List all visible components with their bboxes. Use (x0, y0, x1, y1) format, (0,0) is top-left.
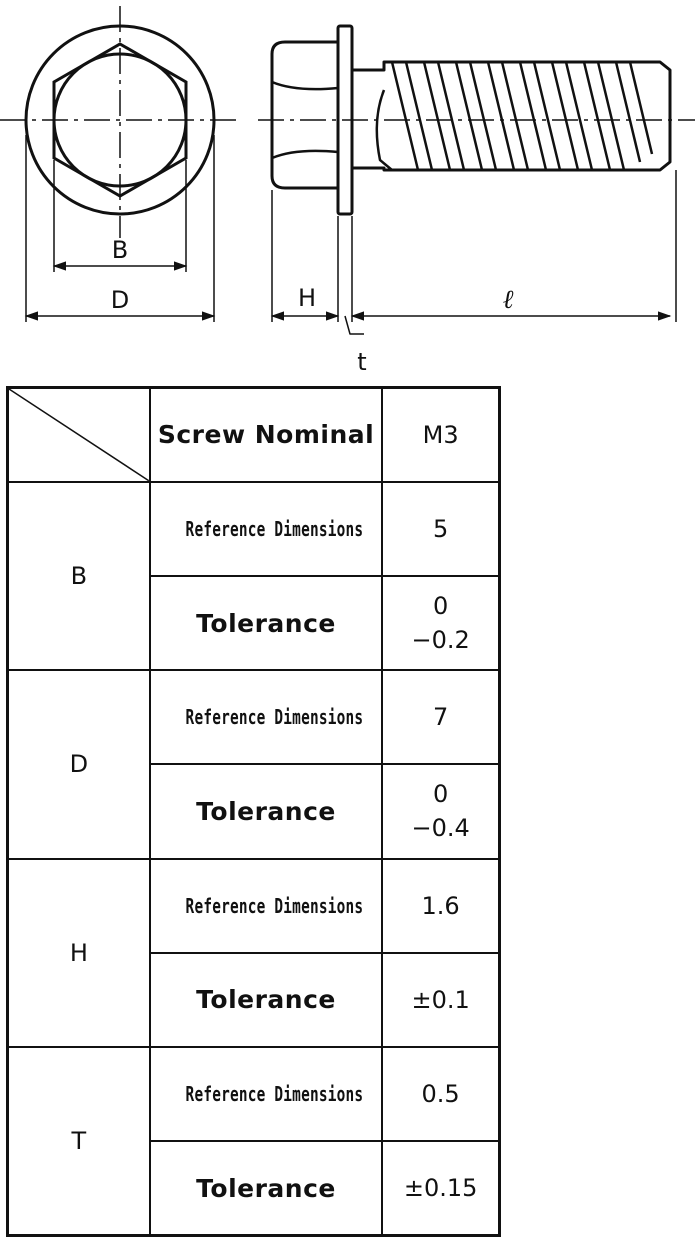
screw-drawing (0, 0, 695, 380)
screw-nominal-label: Screw Nominal (150, 388, 382, 482)
leader-t (345, 316, 364, 334)
dim-label-l: ℓ (502, 285, 514, 315)
ref-dim-label: Reference Dimensions (150, 1047, 382, 1141)
ref-dim-value-T: 0.5 (382, 1047, 499, 1141)
ref-dim-value-D: 7 (382, 670, 499, 764)
ref-dim-label: Reference Dimensions (150, 670, 382, 764)
tolerance-value-T: ±0.15 (382, 1141, 499, 1235)
tolerance-value-D: 0 −0.4 (382, 764, 499, 858)
dim-label-B: B (111, 236, 129, 264)
ref-dim-value-H: 1.6 (382, 859, 499, 953)
tolerance-label: Tolerance (150, 953, 382, 1047)
dimensions-table (6, 386, 501, 1237)
ref-dim-value-B: 5 (382, 482, 499, 576)
tolerance-label: Tolerance (150, 576, 382, 670)
tolerance-label: Tolerance (150, 764, 382, 858)
front-view (0, 6, 236, 322)
table-row (8, 859, 500, 953)
dim-label-t: t (357, 348, 367, 376)
param-D: D (8, 670, 150, 858)
param-B: B (8, 482, 150, 670)
table-header-row (8, 388, 500, 482)
ref-dim-label: Reference Dimensions (150, 859, 382, 953)
hex-head-side (272, 42, 338, 188)
tolerance-label: Tolerance (150, 1141, 382, 1235)
screw-nominal-value: M3 (382, 388, 499, 482)
table-row (8, 1047, 500, 1141)
tolerance-value-B: 0 −0.2 (382, 576, 499, 670)
tolerance-value-H: ±0.1 (382, 953, 499, 1047)
threads (377, 62, 652, 170)
dim-label-D: D (110, 286, 130, 314)
corner-diagonal (9, 389, 149, 481)
dim-label-H: H (297, 284, 317, 312)
side-view (258, 26, 695, 334)
corner-cell (8, 388, 150, 482)
ref-dim-label: Reference Dimensions (150, 482, 382, 576)
param-T: T (8, 1047, 150, 1235)
table-row (8, 670, 500, 764)
param-H: H (8, 859, 150, 1047)
table-row (8, 482, 500, 576)
